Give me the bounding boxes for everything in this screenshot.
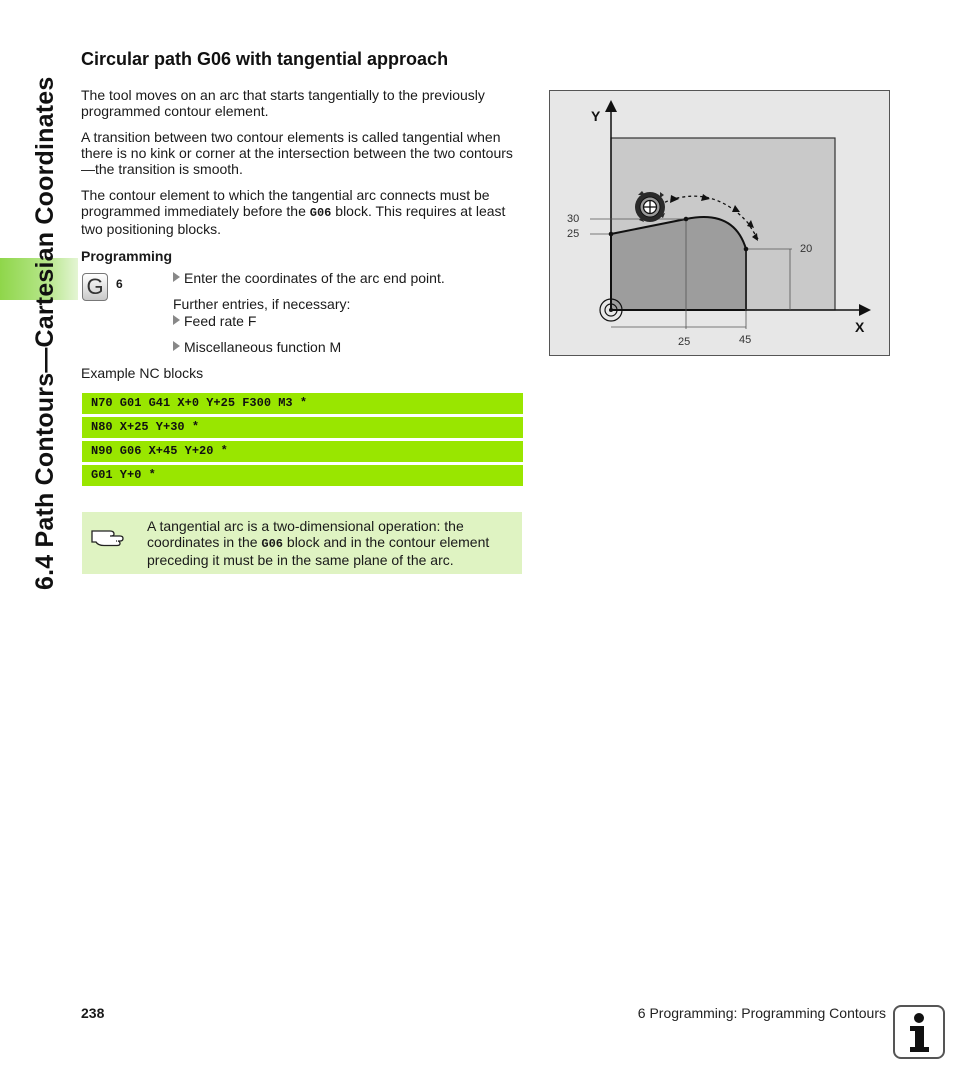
info-icon xyxy=(893,1005,945,1059)
pointing-hand-icon xyxy=(90,522,126,548)
arrow-right-icon xyxy=(173,315,180,325)
point-tangent xyxy=(684,217,689,222)
note-text-end: block and in the contour element preceding it must be in the same plane of the arc. xyxy=(147,534,490,568)
paragraph-requirement-text-end: block. This requires at least two positioning blocks. xyxy=(81,203,506,237)
x-axis-label: X xyxy=(855,319,865,335)
g-key-icon: G xyxy=(82,273,108,301)
note-inline-code-g06: G06 xyxy=(261,537,284,551)
nc-block-1: N70 G01 G41 X+0 Y+25 F300 M3 * xyxy=(82,393,523,414)
arrow-right-icon xyxy=(173,272,180,282)
dim-label-y30: 30 xyxy=(567,213,580,225)
point-start xyxy=(609,232,614,237)
nc-block-3: N90 G06 X+45 Y+20 * xyxy=(82,441,523,462)
nc-block-4: G01 Y+0 * xyxy=(82,465,523,486)
dim-label-y20: 20 xyxy=(800,243,813,255)
entry-misc-function-text: Miscellaneous function M xyxy=(184,339,342,355)
footer-chapter-title: 6 Programming: Programming Contours xyxy=(637,1005,886,1021)
paragraph-requirement xyxy=(81,187,526,237)
entry-feed-rate-text: Feed rate F xyxy=(184,313,257,329)
dim-label-y25: 25 xyxy=(567,228,580,240)
entry-arc-end-point xyxy=(173,270,445,286)
paragraph-tangential-definition: A transition between two contour elements is called tangential when there is no kink or corner at the intersection between the two contours—the transition is smooth. xyxy=(81,129,513,177)
info-glyph xyxy=(895,1007,943,1057)
diagram-svg xyxy=(550,91,889,355)
workpiece-contour xyxy=(611,217,746,310)
point-arc-end xyxy=(744,247,749,252)
y-axis-label: Y xyxy=(591,108,601,124)
example-label: Example NC blocks xyxy=(81,365,204,381)
dim-label-x25: 25 xyxy=(678,336,691,348)
note-text xyxy=(147,518,517,568)
g-key-number: 6 xyxy=(116,277,123,291)
programming-heading: Programming xyxy=(81,248,173,264)
paragraph-intro: The tool moves on an arc that starts tangentially to the previously programmed contour element. xyxy=(81,87,485,119)
entry-arc-end-point-text: Enter the coordinates of the arc end point. xyxy=(184,270,445,286)
entry-misc-function xyxy=(173,339,341,355)
page-heading: Circular path G06 with tangential approach xyxy=(81,49,449,69)
arrow-right-icon xyxy=(173,341,180,351)
inline-code-g06: G06 xyxy=(309,206,332,220)
entry-feed-rate xyxy=(173,313,256,329)
section-title-vertical: 6.4 Path Contours—Cartesian Coordinates xyxy=(31,76,59,590)
paragraph-requirement-text-start: The contour element to which the tangential arc connects must be programmed immediately before the xyxy=(81,187,490,219)
note-box xyxy=(82,512,522,574)
further-entries-label: Further entries, if necessary: xyxy=(173,296,351,312)
note-text-start: A tangential arc is a two-dimensional operation: the coordinates in the xyxy=(147,518,464,550)
page-number: 238 xyxy=(81,1005,105,1021)
dim-label-x45: 45 xyxy=(739,334,752,346)
nc-block-2: N80 X+25 Y+30 * xyxy=(82,417,523,438)
tangential-arc-diagram xyxy=(549,90,890,356)
